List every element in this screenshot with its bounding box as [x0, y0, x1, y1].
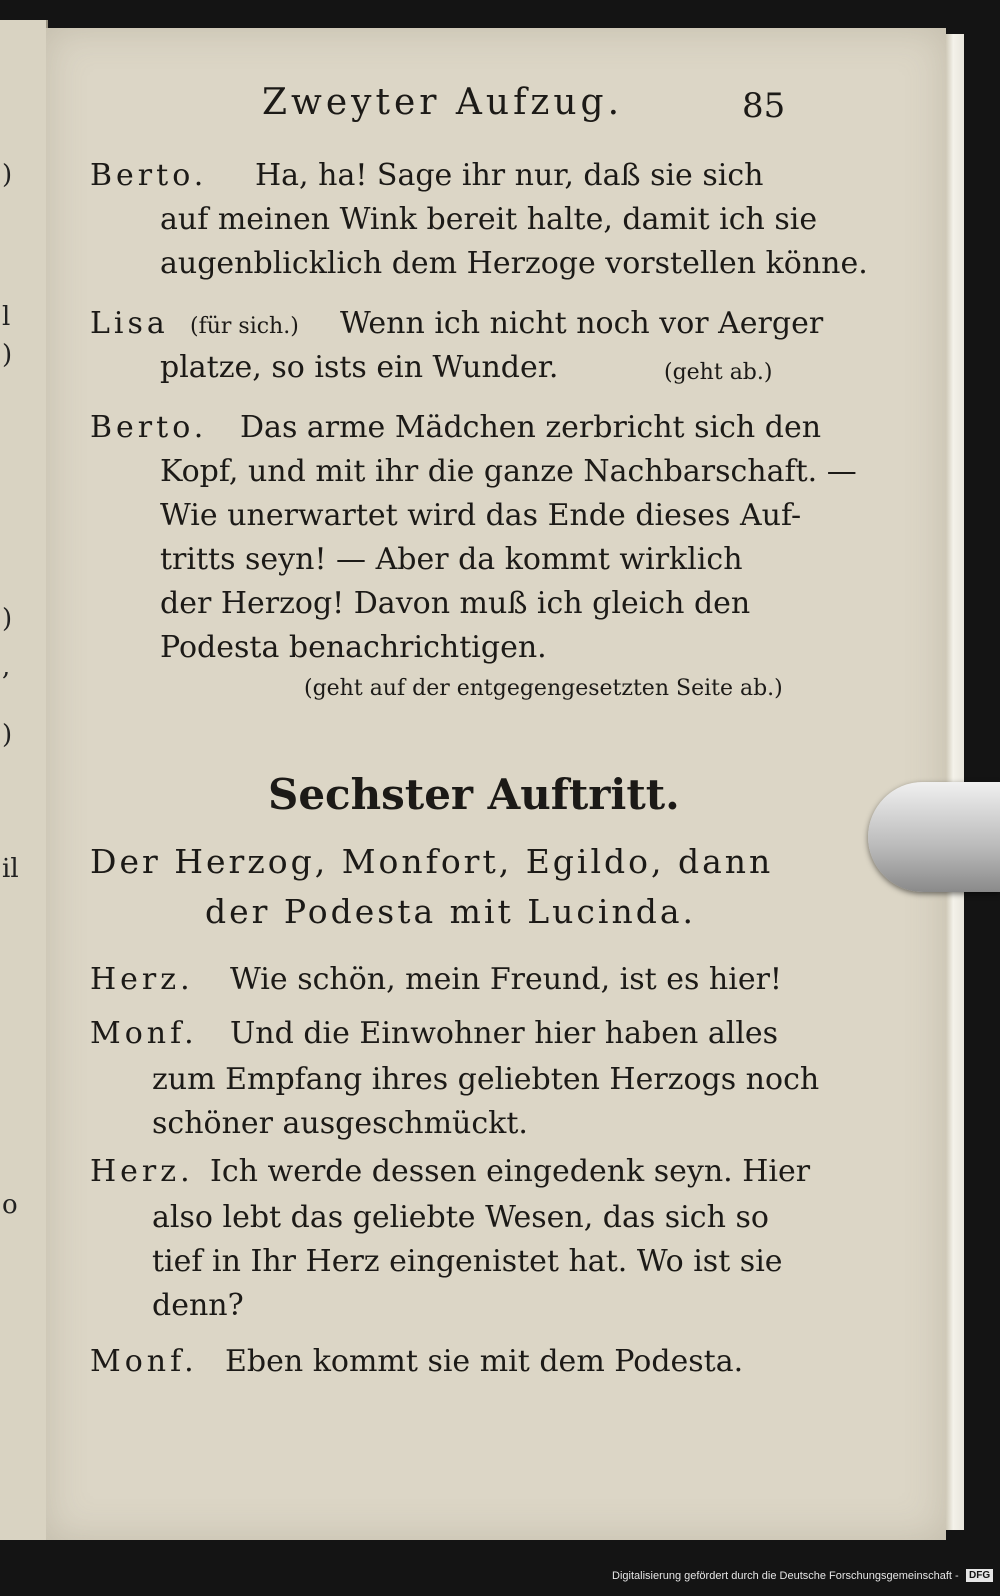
- margin-fragment: ): [2, 160, 13, 190]
- dialogue-line: Kopf, und mit ihr die ganze Nachbarschaft. —: [160, 454, 857, 489]
- margin-fragment: l: [2, 302, 11, 332]
- dialogue-line: Podesta benachrichtigen.: [160, 630, 547, 665]
- dialogue-line: zum Empfang ihres geliebten Herzogs noch: [152, 1062, 820, 1097]
- facing-page-edge: [0, 20, 48, 1540]
- speaker-label: Monf.: [90, 1016, 198, 1051]
- dialogue-line: auf meinen Wink bereit halte, damit ich sie: [160, 202, 818, 237]
- margin-fragment: o: [2, 1190, 18, 1220]
- page-number: 85: [742, 86, 786, 126]
- dialogue-line: Ha, ha! Sage ihr nur, daß sie sich: [255, 158, 764, 193]
- speaker-label: Herz.: [90, 962, 194, 997]
- speaker-label: Herz.: [90, 1154, 194, 1189]
- scene-title: Sechster Auftritt.: [268, 770, 680, 819]
- margin-fragment: ): [2, 720, 13, 750]
- speaker-label: Berto.: [90, 410, 208, 445]
- cast-list: Der Herzog, Monfort, Egildo, dann: [90, 842, 774, 881]
- running-header: Zweyter Aufzug.: [262, 82, 624, 123]
- dialogue-line: Ich werde dessen eingedenk seyn. Hier: [210, 1154, 811, 1189]
- dialogue-line: platze, so ists ein Wunder.: [160, 350, 559, 385]
- dialogue-line: tief in Ihr Herz eingenistet hat. Wo ist sie: [152, 1244, 783, 1279]
- dialogue-line: der Herzog! Davon muß ich gleich den: [160, 586, 751, 621]
- speaker-label: Monf.: [90, 1344, 198, 1379]
- funding-notice: Digitalisierung gefördert durch die Deutsche Forschungsgemeinschaft -: [612, 1570, 959, 1582]
- dialogue-line: Das arme Mädchen zerbricht sich den: [240, 410, 822, 445]
- stage-direction: (geht ab.): [664, 360, 773, 385]
- dialogue-line: tritts seyn! — Aber da kommt wirklich: [160, 542, 743, 577]
- speaker-label: Berto.: [90, 158, 208, 193]
- stage-direction: (geht auf der entgegengesetzten Seite ab.): [304, 676, 783, 701]
- dialogue-line: augenblicklich dem Herzoge vorstellen könne.: [160, 246, 868, 281]
- dialogue-line: denn?: [152, 1288, 244, 1323]
- dialogue-line: Eben kommt sie mit dem Podesta.: [225, 1344, 744, 1379]
- margin-fragment: il: [2, 854, 19, 884]
- margin-fragment: ): [2, 604, 13, 634]
- dialogue-line: schöner ausgeschmückt.: [152, 1106, 528, 1141]
- dialogue-line: Und die Einwohner hier haben alles: [230, 1016, 779, 1051]
- cast-list: der Podesta mit Lucinda.: [205, 892, 697, 931]
- dialogue-line: also lebt das geliebte Wesen, das sich so: [152, 1200, 769, 1235]
- dialogue-line: Wie schön, mein Freund, ist es hier!: [230, 962, 782, 997]
- page-clip: [868, 782, 1000, 892]
- margin-fragment: ): [2, 340, 13, 370]
- speaker-label: Lisa: [90, 306, 169, 341]
- dialogue-line: Wenn ich nicht noch vor Aerger: [340, 306, 824, 341]
- dialogue-line: Wie unerwartet wird das Ende dieses Auf-: [160, 498, 802, 533]
- margin-fragment: ,: [2, 652, 11, 682]
- dfg-logo: DFG: [966, 1569, 993, 1582]
- stage-direction: (für sich.): [190, 314, 299, 339]
